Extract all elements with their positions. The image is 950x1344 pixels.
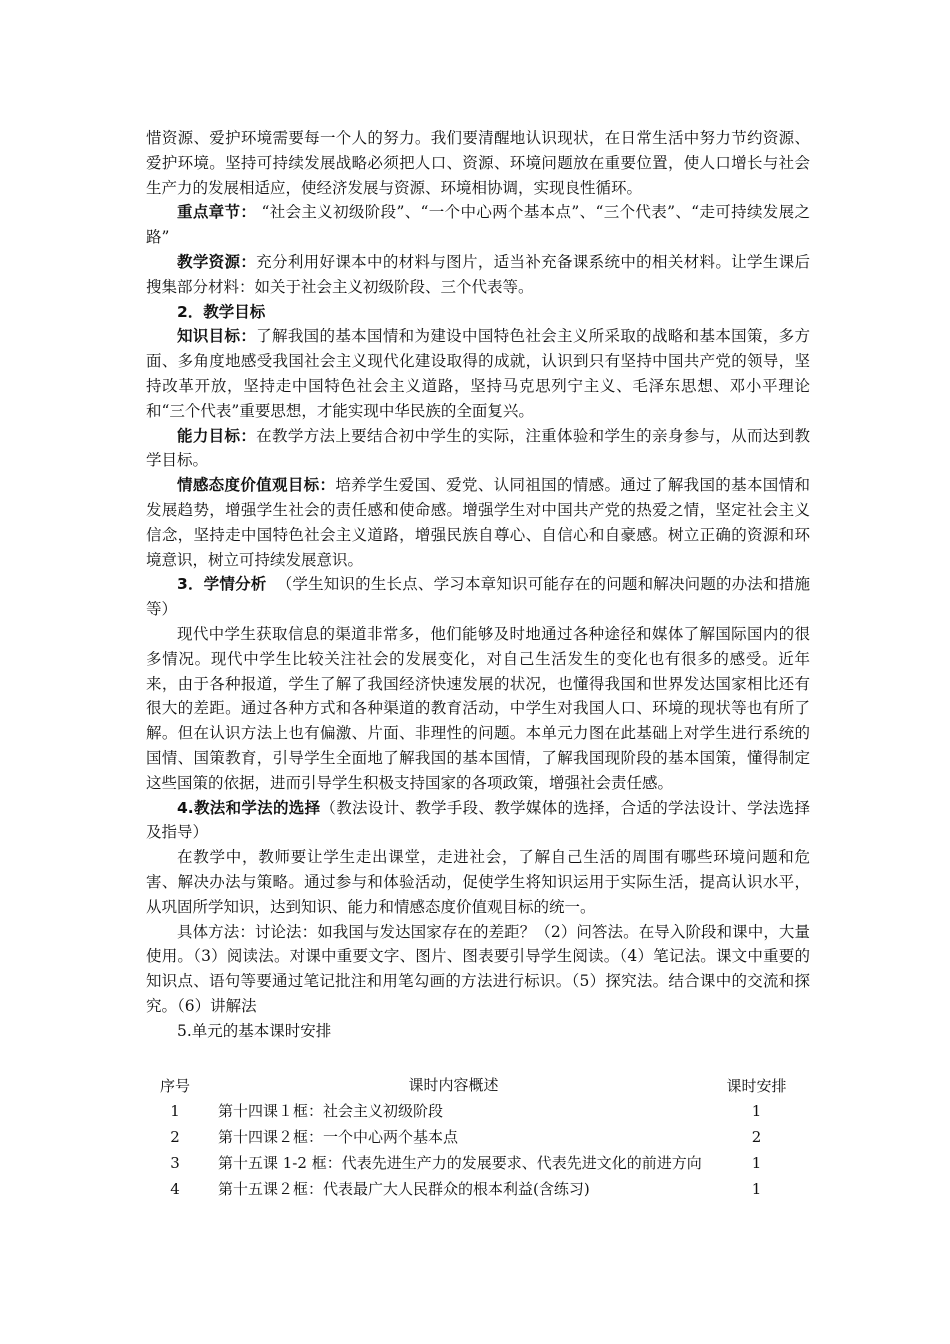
row-hours: 1 bbox=[751, 1180, 762, 1198]
row-number: 3 bbox=[170, 1154, 180, 1172]
row-content: 第十五课 1-2 框：代表先进生产力的发展要求、代表先进文化的前进方向 bbox=[218, 1154, 702, 1172]
schedule-heading: 5.单元的基本课时安排 bbox=[177, 1021, 332, 1040]
analysis-heading-paragraph bbox=[146, 572, 810, 622]
analysis-heading: 3．学情分析 bbox=[177, 575, 267, 594]
body-text bbox=[146, 126, 810, 1043]
resources-paragraph bbox=[146, 250, 810, 300]
table-row bbox=[146, 1124, 810, 1150]
goals-heading: 2．教学目标 bbox=[177, 302, 266, 321]
row-hours: 2 bbox=[751, 1128, 762, 1146]
emotion-goal-text: 培养学生爱国、爱党、认同祖国的情感。通过了解我国的基本国情和发展趋势，增强学生社会的责任感和使命感。增强学生对中国共产党的热爱之情，坚定社会主义信念，坚持走中国特色社会主义道路，增强民族自尊心、自信心和自豪感。树立正确的资源和环境意识，树立可持续发展意识。 bbox=[146, 476, 810, 569]
key-chapters-text: “社会主义初级阶段”、“一个中心两个基本点”、“三个代表”、“走可持续发展之路” bbox=[146, 203, 810, 247]
row-number: 1 bbox=[170, 1102, 180, 1120]
method-paragraph: 在教学中，教师要让学生走出课堂，走进社会，了解自己生活的周围有哪些环境问题和危害、解决办法与策略。通过参与和体验活动，促使学生将知识运用于实际生活，提高认识水平，从巩固所学知识，达到知识、能力和情感态度价值观目标的统一。 bbox=[146, 848, 810, 916]
ability-goal-text: 在教学方法上要结合初中学生的实际，注重体验和学生的亲身参与，从而达到教学目标。 bbox=[146, 426, 810, 470]
row-content: 第十五课２框：代表最广大人民群众的根本利益(含练习) bbox=[218, 1180, 590, 1198]
analysis-paragraph: 现代中学生获取信息的渠道非常多，他们能够及时地通过各种途径和媒体了解国际国内的很多情况。现代中学生比较关注社会的发展变化，对自己生活发生的变化也有很多的感受。近年来，由于各种报道，学生了解了我国经济快速发展的状况，也懂得我国和世界发达国家相比还有很大的差距。通过各种方式和各种渠道的教育活动，中学生对我国人口、环境的现状等也有所了解。但在认识方法上也有偏激、片面、非理性的问题。本单元力图在此基础上对学生进行系统的国情、国策教育，引导学生全面地了解我国的基本国情，了解我国现阶段的基本国策，懂得制定这些国策的依据，进而引导学生积极支持国家的各项政策，增强社会责任感。 bbox=[146, 624, 810, 792]
knowledge-goal-text: 了解我国的基本国情和为建设中国特色社会主义所采取的战略和基本国策，多方面、多角度地感受我国社会主义现代化建设取得的成就，认识到只有坚持中国共产党的领导，坚持改革开放，坚持走中国特色社会主义道路，坚持马克思列宁主义、毛泽东思想、邓小平理论和“三个代表”重要思想，才能实现中华民族的全面复兴。 bbox=[146, 327, 810, 420]
row-content: 第十四课１框：社会主义初级阶段 bbox=[218, 1102, 444, 1120]
specific-methods-paragraph: 具体方法：讨论法：如我国与发达国家存在的差距？（2）问答法。在导入阶段和课中，大量使用。（3）阅读法。对课中重要文字、图片、图表要引导学生阅读。（4）笔记法。课文中重要的知识点、语句等要通过笔记批注和用笔勾画的方法进行标识。（5）探究法。结合课中的交流和探究。（6）讲解法 bbox=[146, 922, 810, 1015]
header-content: 课时内容概述 bbox=[408, 1076, 499, 1094]
table-row bbox=[146, 1150, 810, 1176]
ability-goal-label: 能力目标： bbox=[177, 426, 257, 445]
table-row bbox=[146, 1176, 810, 1202]
key-chapters-label: 重点章节： bbox=[177, 203, 257, 222]
schedule-header-row bbox=[146, 1072, 810, 1098]
schedule-table bbox=[146, 1072, 810, 1202]
row-hours: 1 bbox=[751, 1154, 762, 1172]
resources-label: 教学资源： bbox=[177, 252, 257, 271]
row-hours: 1 bbox=[751, 1102, 762, 1120]
intro-paragraph: 惜资源、爱护环境需要每一个人的努力。我们要清醒地认识现状，在日常生活中努力节约资源、爱护环境。坚持可持续发展战略必须把人口、资源、环境问题放在重要位置，使人口增长与社会生产力的发展相适应，使经济发展与资源、环境相协调，实现良性循环。 bbox=[146, 129, 810, 197]
row-number: 2 bbox=[170, 1128, 180, 1146]
row-number: 4 bbox=[170, 1180, 180, 1198]
method-note: （教法设计、教学手段、教学媒体的选择，合适的学法设计、学法选择及指导） bbox=[146, 798, 810, 842]
header-number: 序号 bbox=[159, 1076, 190, 1095]
analysis-note: （学生知识的生长点、学习本章知识可能存在的问题和解决问题的办法和措施等） bbox=[146, 575, 810, 619]
resources-text: 充分利用好课本中的材料与图片，适当补充备课系统中的相关材料。让学生课后搜集部分材料：如关于社会主义初级阶段、三个代表等。 bbox=[146, 252, 810, 296]
ability-goal-paragraph bbox=[146, 424, 810, 474]
method-heading-paragraph bbox=[146, 796, 810, 846]
emotion-goal-paragraph bbox=[146, 473, 810, 572]
knowledge-goal-paragraph bbox=[146, 324, 810, 423]
method-heading: 4.教法和学法的选择 bbox=[177, 798, 321, 817]
table-row bbox=[146, 1098, 810, 1124]
knowledge-goal-label: 知识目标： bbox=[177, 327, 257, 346]
emotion-goal-label: 情感态度价值观目标： bbox=[177, 476, 336, 495]
header-hours: 课时安排 bbox=[726, 1076, 787, 1095]
key-chapters-paragraph bbox=[146, 200, 810, 250]
row-content: 第十四课２框：一个中心两个基本点 bbox=[218, 1128, 459, 1146]
